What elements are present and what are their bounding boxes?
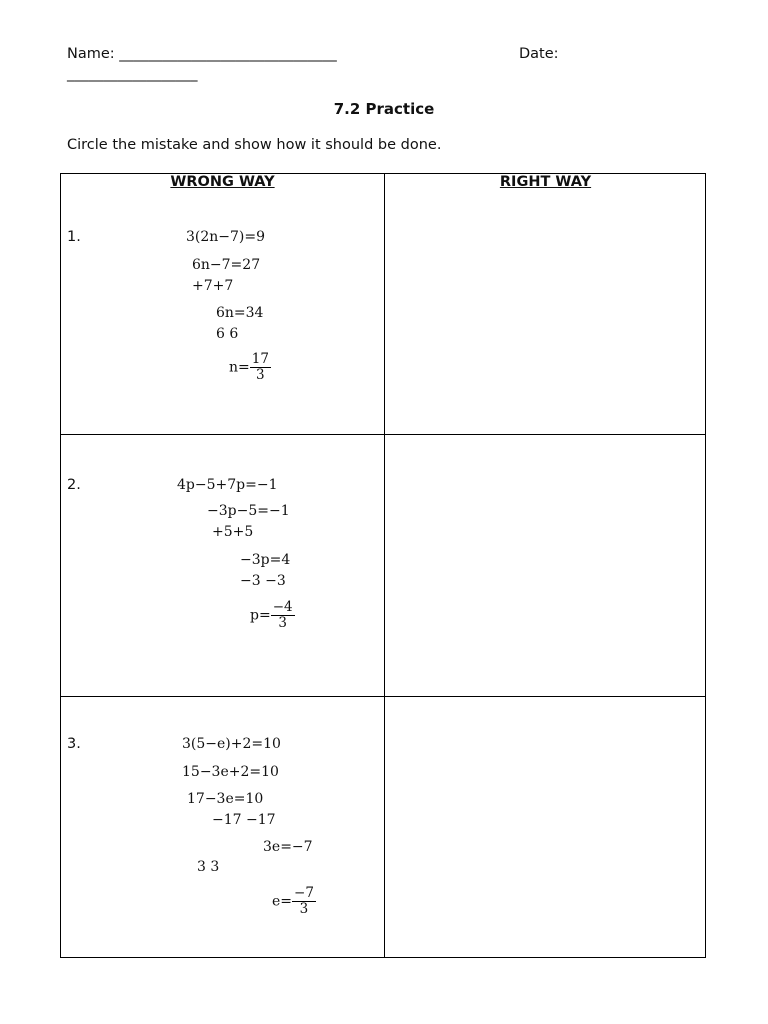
wrong-way-header: WRONG WAY xyxy=(170,174,275,190)
worksheet-title: 7.2 Practice xyxy=(333,100,435,118)
work-line: 15−3e+2=10 xyxy=(182,764,279,780)
work-line: −3p=4 xyxy=(240,552,291,568)
work-line: 4p−5+7p=−1 xyxy=(177,477,278,493)
work-line: 3(5−e)+2=10 xyxy=(182,736,281,752)
right-way-header: RIGHT WAY xyxy=(499,174,592,190)
instructions: Circle the mistake and show how it should be done. xyxy=(67,137,442,153)
final-answer xyxy=(272,886,316,917)
fraction-denominator: 3 xyxy=(256,367,265,383)
work-line: +7+7 xyxy=(192,278,234,294)
work-line: 17−3e=10 xyxy=(187,791,264,807)
fraction-numerator: 17 xyxy=(251,351,269,367)
problem-number: 3. xyxy=(67,736,81,752)
fraction-denominator: 3 xyxy=(278,615,287,631)
final-answer xyxy=(229,352,271,383)
work-line: 6 6 xyxy=(216,326,239,342)
work-line: 3 3 xyxy=(197,859,220,875)
column-divider xyxy=(384,174,385,957)
answer-variable: n= xyxy=(229,359,250,376)
answer-fraction xyxy=(292,886,316,917)
row-divider xyxy=(61,696,705,697)
problem-number: 2. xyxy=(67,477,81,493)
practice-table xyxy=(60,173,706,958)
answer-fraction xyxy=(250,352,271,383)
work-line: −3p−5=−1 xyxy=(207,503,290,519)
date-line: __________________ xyxy=(67,66,198,82)
work-line: −3 −3 xyxy=(240,573,286,589)
problem-number: 1. xyxy=(67,229,81,245)
fraction-denominator: 3 xyxy=(299,901,309,917)
date-label: Date: xyxy=(519,46,559,62)
work-line: 6n=34 xyxy=(216,305,264,321)
work-line: 3(2n−7)=9 xyxy=(186,229,266,245)
work-line: −17 −17 xyxy=(212,812,276,828)
final-answer xyxy=(250,600,295,631)
answer-variable: e= xyxy=(272,893,293,910)
answer-variable: p= xyxy=(250,607,271,624)
name-label: Name: ______________________________ xyxy=(67,46,337,62)
row-divider xyxy=(61,434,705,435)
work-line: 6n−7=27 xyxy=(192,257,261,273)
fraction-numerator: −4 xyxy=(272,599,293,615)
fraction-numerator: −7 xyxy=(294,885,314,901)
work-line: +5+5 xyxy=(212,524,254,540)
answer-fraction xyxy=(271,600,295,631)
work-line: 3e=−7 xyxy=(263,839,313,855)
